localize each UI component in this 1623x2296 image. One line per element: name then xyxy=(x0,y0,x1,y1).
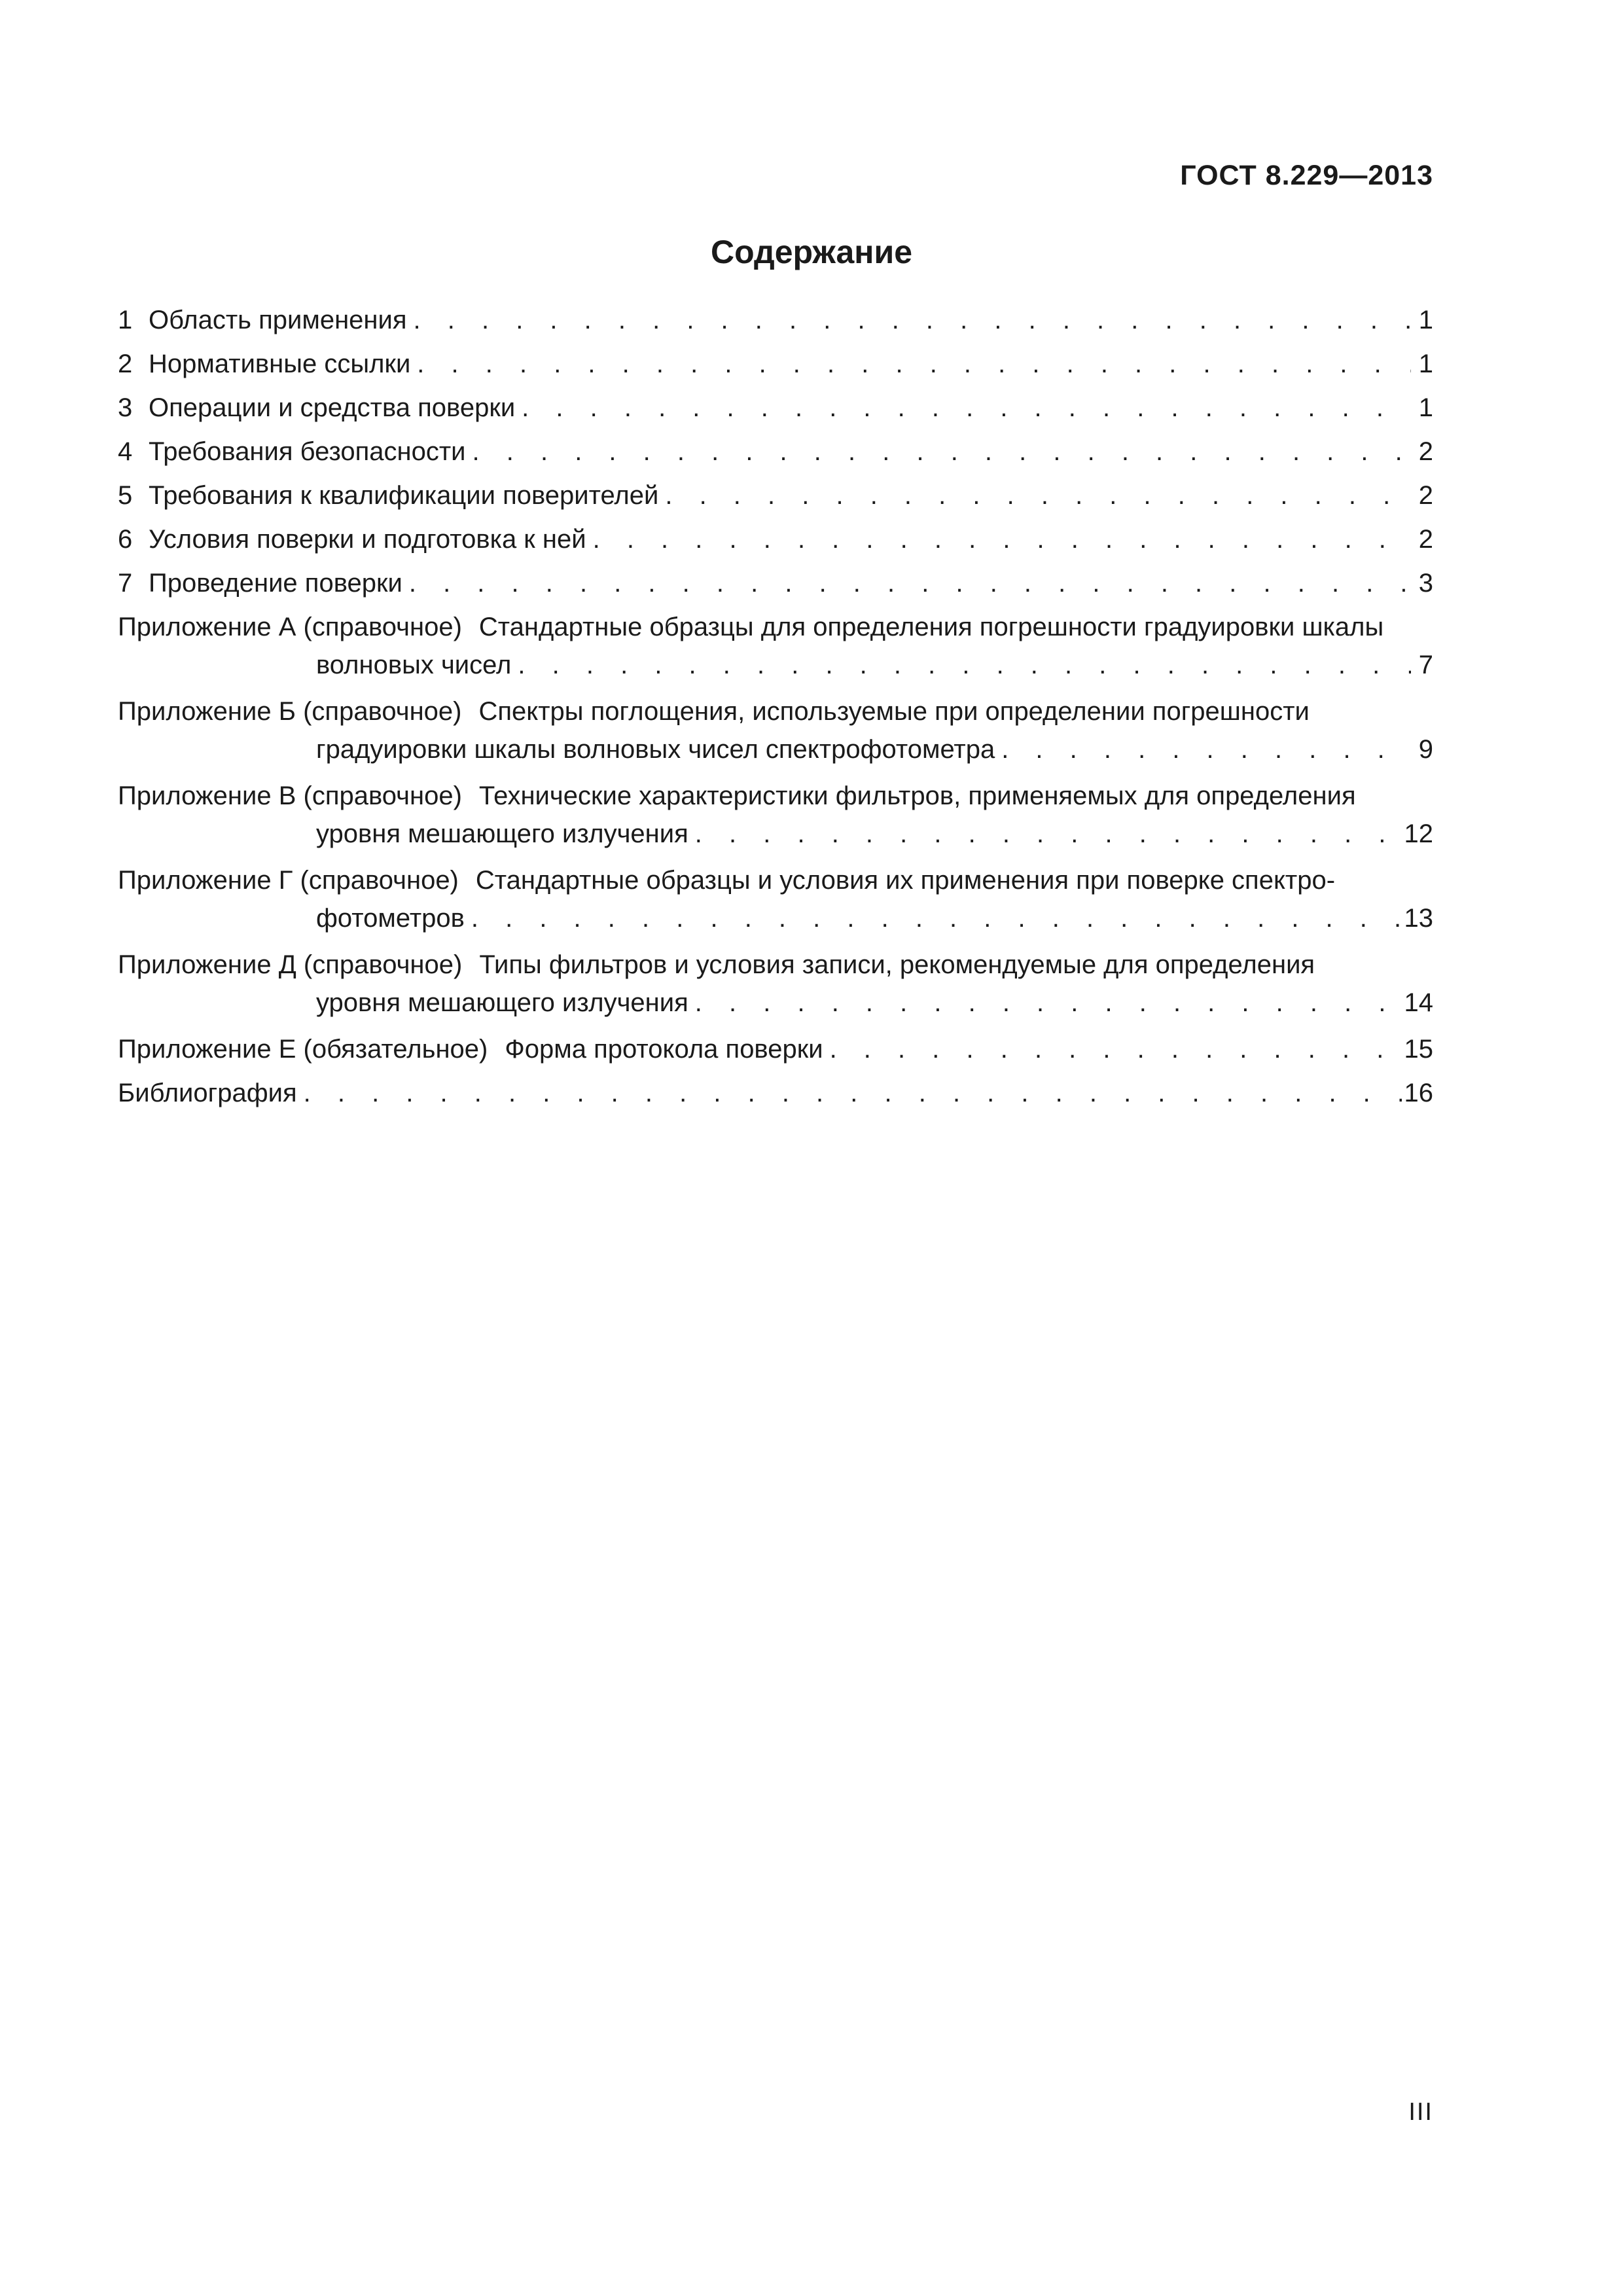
toc-entry-page: 2 xyxy=(1418,525,1433,554)
appendix-label: Приложение А (справочное) xyxy=(118,613,462,641)
appendix-label: Приложение В (справочное) xyxy=(118,781,462,810)
toc-entry-page: 14 xyxy=(1404,988,1433,1017)
appendix-title-line1: Стандартные образцы и условия их применения при поверке спектро- xyxy=(475,866,1336,895)
toc-entry-number: 5 xyxy=(118,481,133,510)
toc-appendix-v[interactable] xyxy=(118,777,1433,853)
appendix-title-line2: градуировки шкалы волновых чисел спектрофотометра xyxy=(316,735,995,764)
appendix-label: Приложение Д (справочное) xyxy=(118,950,463,979)
toc-appendix-d[interactable] xyxy=(118,946,1433,1022)
appendix-title-line1: Спектры поглощения, используемые при определении погрешности xyxy=(478,697,1310,726)
toc-dot-leader xyxy=(417,345,1411,383)
toc-entry-2[interactable] xyxy=(118,345,1433,383)
standard-code: ГОСТ 8.229—2013 xyxy=(1180,160,1433,191)
toc-entry-3[interactable] xyxy=(118,389,1433,427)
toc-dot-leader xyxy=(1001,730,1411,768)
toc-dot-leader xyxy=(830,1030,1402,1068)
appendix-title-line2: уровня мешающего излучения xyxy=(316,988,688,1017)
toc-entry-page: 15 xyxy=(1404,1035,1433,1064)
appendix-title-line1: Технические характеристики фильтров, применяемых для определения xyxy=(478,781,1356,810)
toc-entry-title: Нормативные ссылки xyxy=(149,350,411,378)
toc-entry-title: Условия поверки и подготовка к ней xyxy=(149,525,586,554)
toc-entry-page: 1 xyxy=(1418,393,1433,422)
page-title: Содержание xyxy=(710,234,913,270)
toc-entry-7[interactable] xyxy=(118,564,1433,602)
toc-dot-leader xyxy=(695,815,1402,853)
toc-dot-leader xyxy=(304,1074,1402,1112)
toc-entry-title: Проведение поверки xyxy=(149,569,402,598)
toc-entry-page: 12 xyxy=(1404,819,1433,848)
toc-dot-leader xyxy=(593,520,1411,558)
appendix-title-line1: Форма протокола поверки xyxy=(505,1035,823,1064)
toc-entry-number: 7 xyxy=(118,569,133,598)
appendix-title-line2: уровня мешающего излучения xyxy=(316,819,688,848)
toc-dot-leader xyxy=(473,433,1411,471)
appendix-label: Приложение Е (обязательное) xyxy=(118,1035,488,1064)
appendix-title-line2: волновых чисел xyxy=(316,651,512,679)
toc-dot-leader xyxy=(409,564,1411,602)
toc-entry-page: 2 xyxy=(1418,437,1433,466)
appendix-title-line1: Типы фильтров и условия записи, рекомендуемые для определения xyxy=(479,950,1315,979)
toc-entry-page: 7 xyxy=(1418,651,1433,679)
toc-entry-number: 2 xyxy=(118,350,133,378)
toc-entry-page: 1 xyxy=(1418,350,1433,378)
toc-entry-title: Требования к квалификации поверителей xyxy=(149,481,659,510)
toc-dot-leader xyxy=(471,899,1402,937)
toc-entry-page: 3 xyxy=(1418,569,1433,598)
appendix-label: Приложение Б (справочное) xyxy=(118,697,462,726)
toc-entry-title: Требования безопасности xyxy=(149,437,466,466)
toc-appendix-g[interactable] xyxy=(118,861,1433,937)
toc-dot-leader xyxy=(695,984,1402,1022)
page-number: III xyxy=(1408,2098,1433,2126)
appendix-label: Приложение Г (справочное) xyxy=(118,866,459,895)
toc-entry-page: 1 xyxy=(1418,306,1433,334)
toc-entry-4[interactable] xyxy=(118,433,1433,471)
toc-dot-leader xyxy=(522,389,1411,427)
toc-entry-5[interactable] xyxy=(118,476,1433,514)
toc-entry-page: 16 xyxy=(1404,1079,1433,1107)
toc-bibliography[interactable] xyxy=(118,1074,1433,1112)
toc-entry-number: 3 xyxy=(118,393,133,422)
toc-entry-6[interactable] xyxy=(118,520,1433,558)
toc-dot-leader xyxy=(518,646,1411,684)
appendix-title-line1: Стандартные образцы для определения погрешности градуировки шкалы xyxy=(478,613,1384,641)
toc-entry-number: 6 xyxy=(118,525,133,554)
table-of-contents xyxy=(118,301,1433,1118)
toc-appendix-a[interactable] xyxy=(118,608,1433,684)
toc-entry-number: 4 xyxy=(118,437,133,466)
toc-entry-title: Область применения xyxy=(149,306,407,334)
toc-appendix-e[interactable] xyxy=(118,1030,1433,1068)
toc-appendix-b[interactable] xyxy=(118,692,1433,768)
toc-entry-page: 13 xyxy=(1404,904,1433,933)
toc-entry-title: Библиография xyxy=(118,1079,297,1107)
toc-entry-title: Операции и средства поверки xyxy=(149,393,516,422)
toc-dot-leader xyxy=(665,476,1411,514)
appendix-title-line2: фотометров xyxy=(316,904,465,933)
toc-entry-page: 2 xyxy=(1418,481,1433,510)
toc-entry-page: 9 xyxy=(1418,735,1433,764)
toc-dot-leader xyxy=(414,301,1411,339)
toc-entry-1[interactable] xyxy=(118,301,1433,339)
toc-entry-number: 1 xyxy=(118,306,133,334)
